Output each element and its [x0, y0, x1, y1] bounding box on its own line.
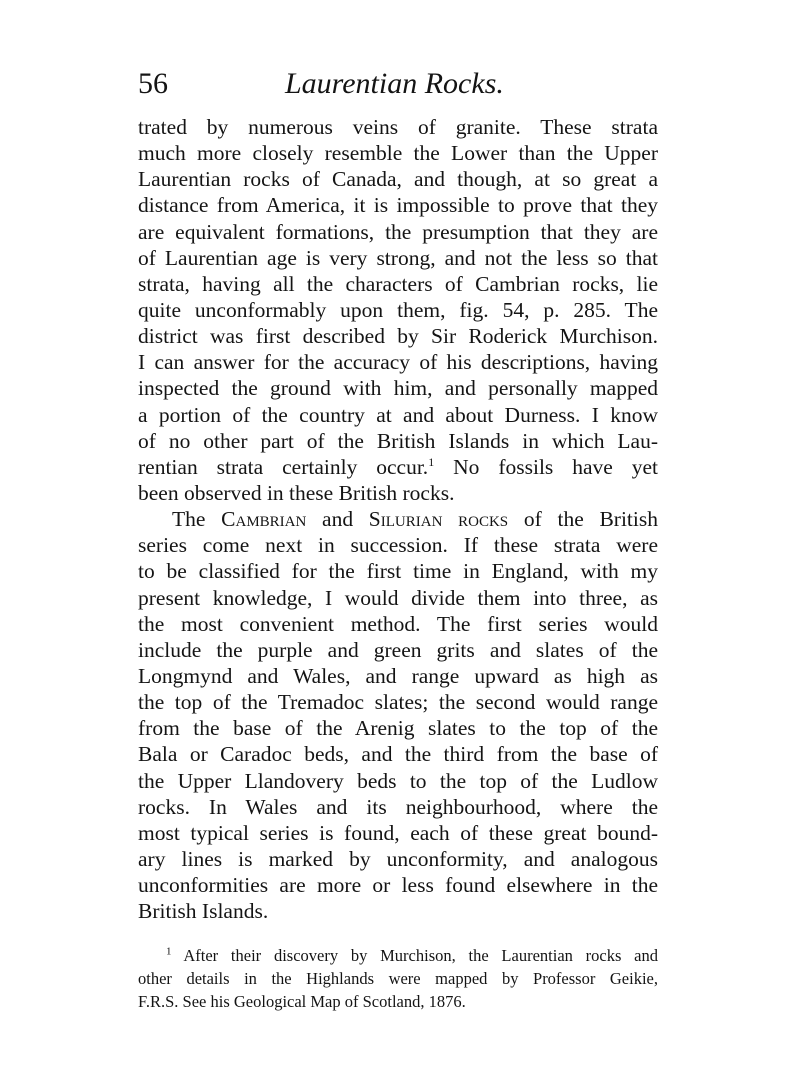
running-title: Laurentian Rocks.: [285, 67, 504, 100]
text-line: Longmynd and Wales, and range upward as high as: [138, 663, 658, 688]
text-line-with-footnote-ref: [138, 454, 658, 480]
text-line: from the base of the Arenig slates to the top of the: [138, 716, 658, 741]
term-cambrian: Cambrian: [221, 507, 307, 532]
paragraph-first-line: [138, 506, 658, 532]
text-line: to be classified for the first time in England, with my: [138, 559, 658, 584]
footnote-line: [138, 944, 658, 967]
text-line: of Laurentian age is very strong, and not the less so that: [138, 245, 658, 270]
text-line: been observed in these British rocks.: [138, 480, 455, 505]
text-line: of no other part of the British Islands in which Lau-: [138, 428, 658, 453]
text-line: Laurentian rocks of Canada, and though, at so great a: [138, 167, 658, 192]
text-line: much more closely resemble the Lower than the Upper: [138, 141, 658, 166]
page-number: 56: [138, 67, 168, 100]
text-line: the most convenient method. The first series would: [138, 611, 658, 636]
text-line: distance from America, it is impossible to prove that they: [138, 193, 658, 218]
text-line: series come next in succession. If these strata were: [138, 533, 658, 558]
text-segment: and: [306, 507, 369, 532]
text-line: rocks. In Wales and its neighbourhood, where the: [138, 794, 658, 819]
text-line: quite unconformably upon them, fig. 54, p. 285. The: [138, 297, 658, 322]
text-line: the Upper Llandovery beds to the top of the Ludlow: [138, 768, 658, 793]
text-line: strata, having all the characters of Cambrian rocks, lie: [138, 271, 658, 296]
text-line: present knowledge, I would divide them into three, as: [138, 585, 658, 610]
text-line: district was first described by Sir Roderick Murchison.: [138, 324, 658, 349]
text-line: British Islands.: [138, 899, 269, 924]
body-text: [138, 114, 658, 924]
page-header: [138, 62, 658, 102]
text-line: I can answer for the accuracy of his descriptions, having: [138, 350, 658, 375]
text-line: inspected the ground with him, and personally mapped: [138, 376, 658, 401]
text-line: unconformities are more or less found elsewhere in the: [138, 873, 658, 898]
footnote-line: other details in the Highlands were mapped by Professor Geikie,: [138, 969, 658, 988]
text-line: include the purple and green grits and slates of the: [138, 637, 658, 662]
footnote: [138, 944, 658, 1013]
text-segment: No fossils have yet: [434, 454, 658, 479]
footnote-line: F.R.S. See his Geological Map of Scotland, 1876.: [138, 992, 466, 1011]
text-line: trated by numerous veins of granite. These strata: [138, 115, 658, 139]
text-segment: rentian strata certainly occur.: [138, 454, 429, 479]
text-line: most typical series is found, each of these great bound-: [138, 820, 658, 845]
text-segment: of the British: [508, 507, 658, 532]
text-line: the top of the Tremadoc slates; the second would range: [138, 690, 658, 715]
footnote-marker: 1: [166, 945, 172, 958]
term-silurian-rocks: Silurian rocks: [368, 507, 509, 532]
footnote-text: After their discovery by Murchison, the Laurentian rocks and: [171, 946, 658, 965]
text-segment: The: [172, 507, 222, 532]
text-line: ary lines is marked by unconformity, and analogous: [138, 846, 658, 871]
footnote-ref: 1: [428, 454, 435, 469]
text-line: are equivalent formations, the presumption that they are: [138, 219, 658, 244]
text-line: a portion of the country at and about Durness. I know: [138, 402, 658, 427]
text-line: Bala or Caradoc beds, and the third from the base of: [138, 742, 658, 767]
